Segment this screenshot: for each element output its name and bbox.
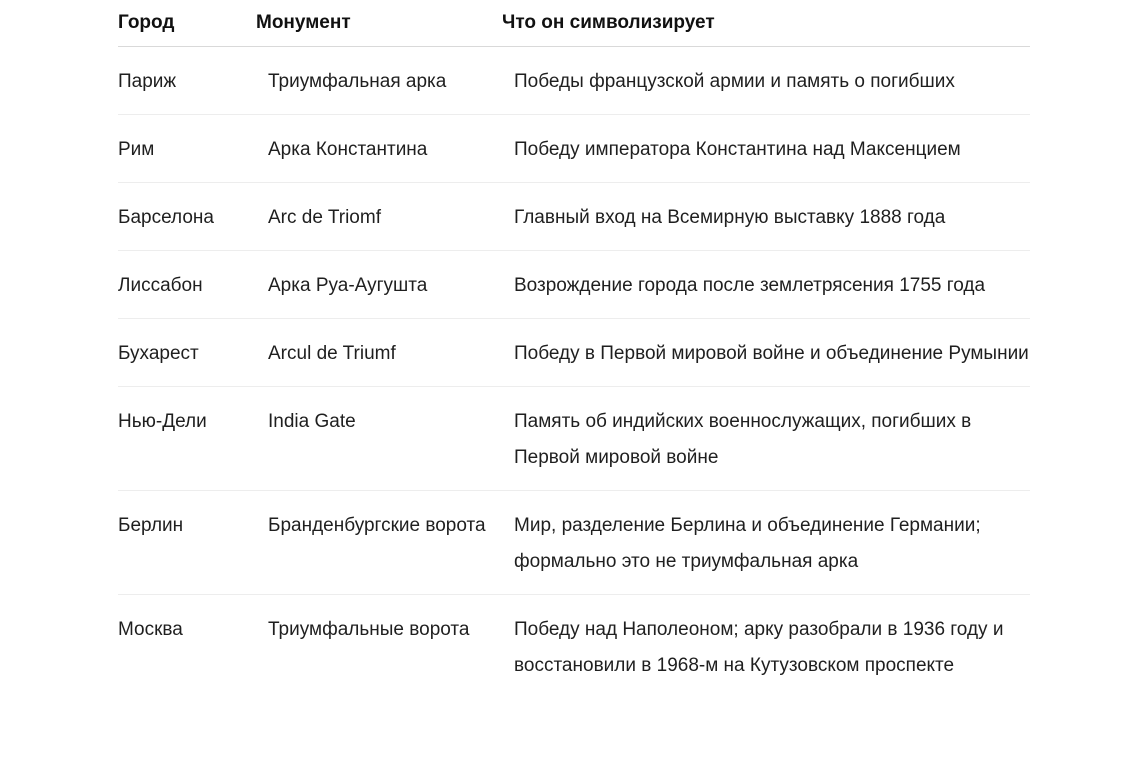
cell-monument: Арка Константина — [256, 114, 502, 182]
table-row — [118, 250, 1030, 318]
cell-city: Бухарест — [118, 318, 256, 386]
header-row — [118, 0, 1030, 46]
cell-city: Париж — [118, 46, 256, 114]
cell-meaning: Победу императора Константина над Максенцием — [502, 114, 1030, 182]
cell-city: Нью-Дели — [118, 386, 256, 490]
cell-city: Москва — [118, 618, 183, 640]
cell-monument: Arc de Triomf — [256, 182, 502, 250]
cell-meaning: Возрождение города после землетрясения 1755 года — [502, 250, 1030, 318]
cell-city: Барселона — [118, 182, 256, 250]
cell-monument: Бранденбургские ворота — [256, 490, 502, 594]
header-monument: Монумент — [256, 0, 502, 46]
arches-table — [118, 0, 1030, 698]
cell-meaning: Мир, разделение Берлина и объединение Германии; формально это не триумфальная арка — [502, 490, 1030, 594]
table-row — [118, 318, 1030, 386]
table-row — [118, 490, 1030, 594]
cell-monument: Триумфальная арка — [256, 46, 502, 114]
header-city: Город — [118, 0, 256, 46]
header-meaning: Что он символизирует — [502, 0, 1030, 46]
table-header — [118, 0, 1030, 46]
cell-monument: Триумфальные ворота — [268, 618, 470, 640]
table-row — [118, 114, 1030, 182]
cell-monument: India Gate — [256, 386, 502, 490]
cell-city: Рим — [118, 114, 256, 182]
cell-meaning: Победы французской армии и память о погибших — [502, 46, 1030, 114]
table-body — [118, 46, 1030, 698]
table-row — [118, 386, 1030, 490]
cell-meaning: Победу над Наполеоном; арку разобрали в 1936 году и восстановили в 1968-м на Кутузовском проспекте — [514, 618, 1004, 676]
table-row — [118, 182, 1030, 250]
cell-meaning: Память об индийских военнослужащих, погибших в Первой мировой войне — [502, 386, 1030, 490]
cell-meaning: Победу в Первой мировой войне и объединение Румынии — [502, 318, 1030, 386]
table-row — [118, 594, 1030, 698]
cell-city: Лиссабон — [118, 250, 256, 318]
cell-monument: Арка Руа-Аугушта — [256, 250, 502, 318]
cell-meaning: Главный вход на Всемирную выставку 1888 года — [502, 182, 1030, 250]
cell-city: Берлин — [118, 490, 256, 594]
cell-monument: Arcul de Triumf — [256, 318, 502, 386]
table-row — [118, 46, 1030, 114]
